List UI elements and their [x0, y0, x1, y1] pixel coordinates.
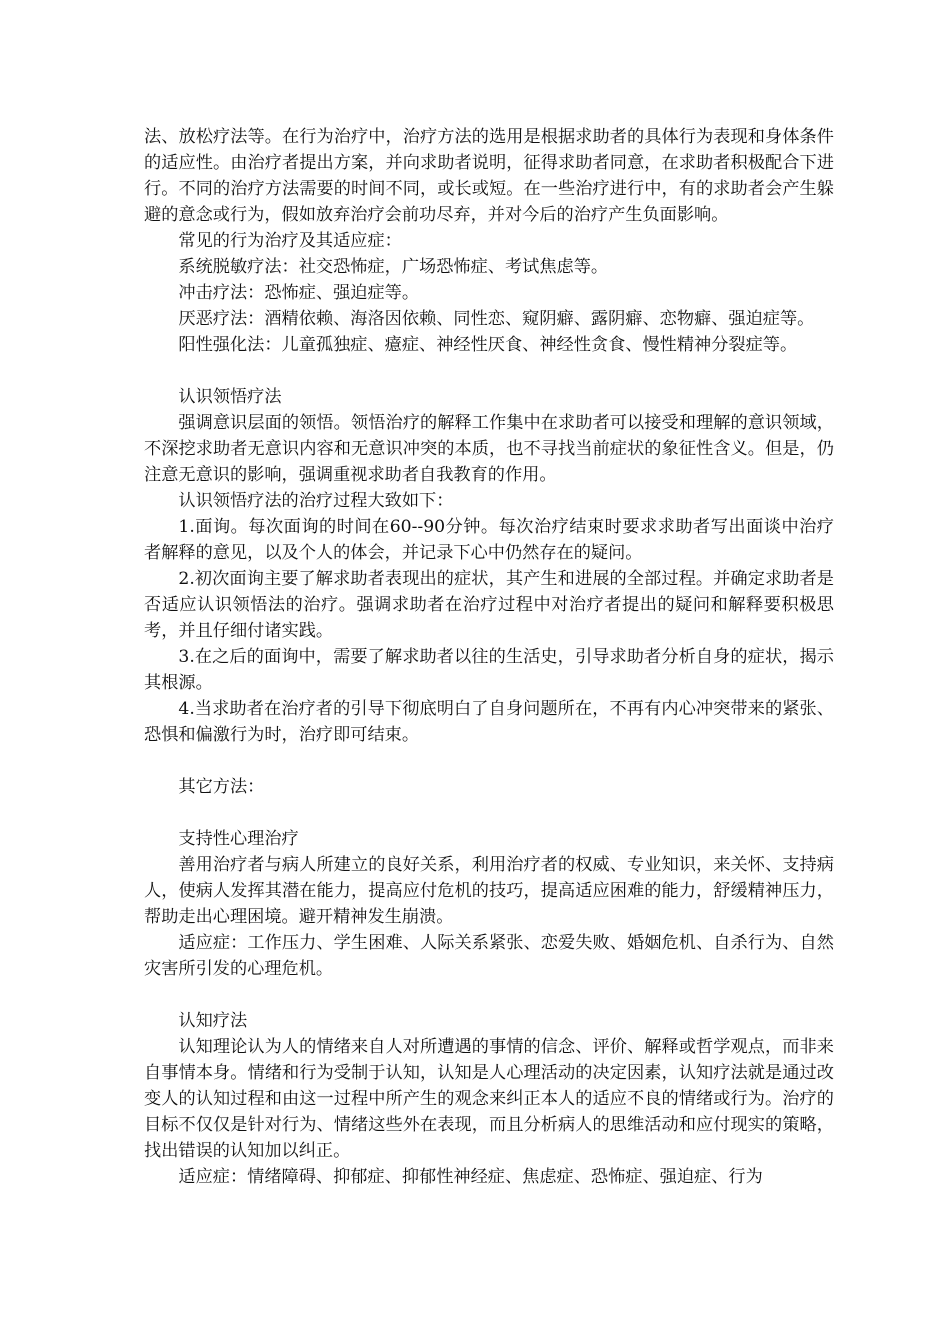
paragraph-aversion-therapy: 厌恶疗法：酒精依赖、海洛因依赖、同性恋、窥阴癖、露阴癖、恋物癖、强迫症等。	[178, 309, 815, 329]
paragraph-positive-reinforcement: 阳性强化法：儿童孤独症、癔症、神经性厌食、神经性贪食、慢性精神分裂症等。	[178, 335, 798, 355]
section-heading-supportive-therapy: 支持性心理治疗	[178, 829, 299, 849]
blank-line	[144, 748, 834, 774]
document-page	[144, 124, 834, 1190]
list-item-step-1: 1.面询。每次面询的时间在60--90分钟。每次治疗结束时要求求助者写出面谈中治疗者解释的意见，以及个人的体会，并记录下心中仍然存在的疑问。	[144, 517, 834, 563]
paragraph-insight-therapy-description: 强调意识层面的领悟。领悟治疗的解释工作集中在求助者可以接受和理解的意识领域，不深挖求助者无意识内容和无意识冲突的本质，也不寻找当前症状的象征性含义。但是，仍注意无意识的影响，强调重视求助者自我教育的作用。	[144, 413, 834, 485]
section-heading-insight-therapy: 认识领悟疗法	[178, 387, 282, 407]
blank-line	[144, 358, 834, 384]
paragraph-behavior-therapy-intro: 法、放松疗法等。在行为治疗中，治疗方法的选用是根据求助者的具体行为表现和身体条件的适应性。由治疗者提出方案，并向求助者说明，征得求助者同意，在求助者积极配合下进行。不同的治疗方法需要的时间不同，或长或短。在一些治疗进行中，有的求助者会产生躲避的意念或行为，假如放弃治疗会前功尽弃，并对今后的治疗产生负面影响。	[144, 127, 834, 225]
list-item-step-2: 2.初次面询主要了解求助者表现出的症状，其产生和进展的全部过程。并确定求助者是否适应认识领悟法的治疗。强调求助者在治疗过程中对治疗者提出的疑问和解释要积极思考，并且仔细付诸实践。	[144, 569, 834, 641]
section-heading-other-methods: 其它方法：	[178, 777, 265, 797]
paragraph-insight-therapy-process: 认识领悟疗法的治疗过程大致如下：	[178, 491, 454, 511]
paragraph-cognitive-therapy-description: 认知理论认为人的情绪来自人对所遭遇的事情的信念、评价、解释或哲学观点，而非来自事情本身。情绪和行为受制于认知，认知是人心理活动的决定因素，认知疗法就是通过改变人的认知过程和由这一过程中所产生的观念来纠正本人的适应不良的情绪或行为。治疗的目标不仅仅是针对行为、情绪这些外在表现，而且分析病人的思维活动和应付现实的策略，找出错误的认知加以纠正。	[144, 1037, 834, 1161]
paragraph-supportive-therapy-description: 善用治疗者与病人所建立的良好关系，利用治疗者的权威、专业知识，来关怀、支持病人，使病人发挥其潜在能力，提高应付危机的技巧，提高适应困难的能力，舒缓精神压力，帮助走出心理困境。避开精神发生崩溃。	[144, 855, 834, 927]
blank-line	[144, 982, 834, 1008]
blank-line	[144, 800, 834, 826]
paragraph-supportive-therapy-indications: 适应症：工作压力、学生困难、人际关系紧张、恋爱失败、婚姻危机、自杀行为、自然灾害所引发的心理危机。	[144, 933, 834, 979]
paragraph-common-behavior-therapies: 常见的行为治疗及其适应症：	[178, 231, 402, 251]
paragraph-flooding-therapy: 冲击疗法：恐怖症、强迫症等。	[178, 283, 420, 303]
list-item-step-3: 3.在之后的面询中，需要了解求助者以往的生活史，引导求助者分析自身的症状，揭示其根源。	[144, 647, 834, 693]
section-heading-cognitive-therapy: 认知疗法	[178, 1011, 248, 1031]
list-item-step-4: 4.当求助者在治疗者的引导下彻底明白了自身问题所在，不再有内心冲突带来的紧张、恐惧和偏激行为时，治疗即可结束。	[144, 699, 834, 745]
paragraph-cognitive-therapy-indications: 适应症：情绪障碍、抑郁症、抑郁性神经症、焦虑症、恐怖症、强迫症、行为	[178, 1167, 763, 1187]
paragraph-systematic-desensitization: 系统脱敏疗法：社交恐怖症，广场恐怖症、考试焦虑等。	[178, 257, 609, 277]
